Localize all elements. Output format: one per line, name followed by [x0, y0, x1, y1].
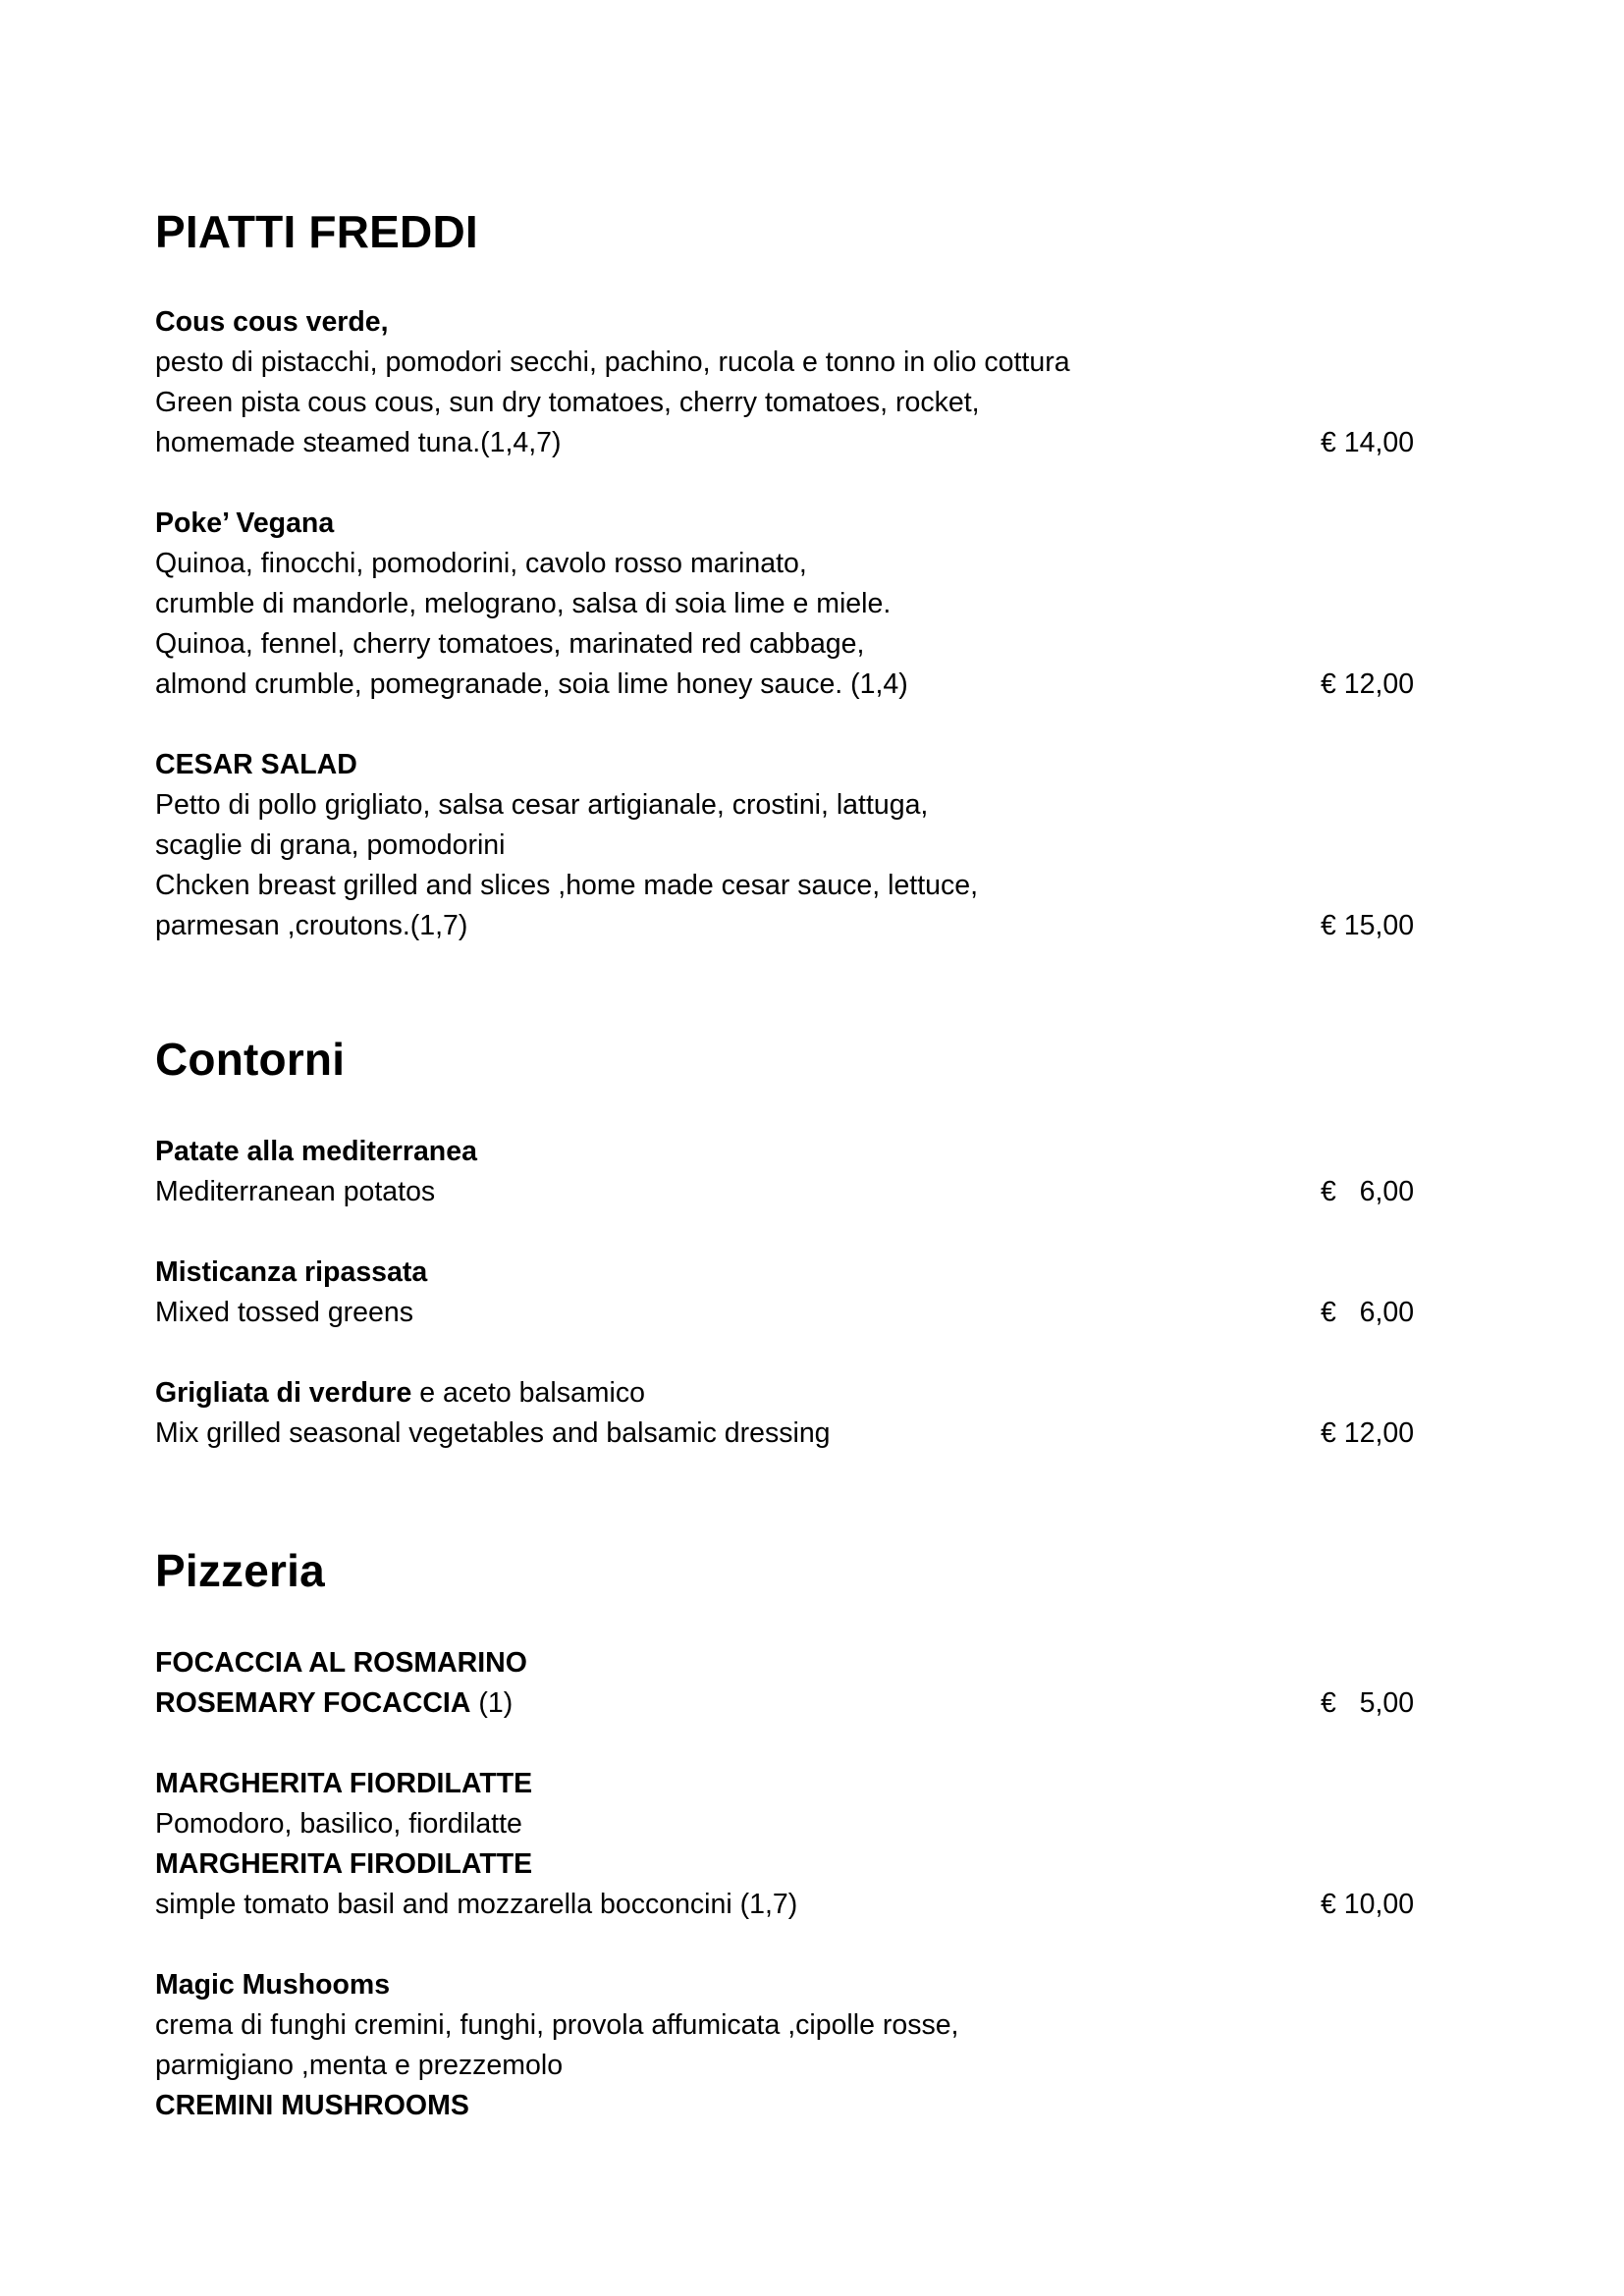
- menu-page: [155, 0, 1432, 2296]
- item-price: € 12,00: [1321, 1417, 1415, 1449]
- item-price: € 15,00: [1321, 910, 1415, 941]
- item-name: Poke’ Vegana: [155, 507, 335, 539]
- menu-item-margherita: [155, 1764, 1432, 1925]
- menu-item-poke-vegana: [155, 504, 1432, 705]
- item-name: CESAR SALAD: [155, 749, 357, 780]
- menu-item-focaccia: FOCACCIA AL ROSMARINO ROSEMARY FOCACCIA (1) € 5,00: [155, 1643, 1432, 1724]
- item-description: simple tomato basil and mozzarella bocconcini (1,7): [155, 1889, 798, 1920]
- item-description: crumble di mandorle, melograno, salsa di soia lime e miele.: [155, 588, 892, 619]
- item-description: parmesan ,croutons.(1,7): [155, 910, 468, 941]
- item-description: homemade steamed tuna.(1,4,7): [155, 427, 562, 458]
- item-description: crema di funghi cremini, funghi, provola affumicata ,cipolle rosse,: [155, 2009, 959, 2041]
- menu-item-cesar-salad: [155, 745, 1432, 946]
- item-description: Chcken breast grilled and slices ,home made cesar sauce, lettuce,: [155, 870, 979, 901]
- item-description: Petto di pollo grigliato, salsa cesar artigianale, crostini, lattuga,: [155, 789, 929, 821]
- item-description: Mixed tossed greens: [155, 1297, 413, 1328]
- item-name: Misticanza ripassata: [155, 1256, 428, 1288]
- item-description: almond crumble, pomegranade, soia lime honey sauce. (1,4): [155, 668, 908, 700]
- item-description: scaglie di grana, pomodorini: [155, 829, 506, 861]
- item-price: € 12,00: [1321, 668, 1415, 700]
- item-price: € 6,00: [1321, 1297, 1415, 1328]
- item-price: € 10,00: [1321, 1889, 1415, 1920]
- item-name: Cous cous verde,: [155, 306, 389, 338]
- item-description: Quinoa, fennel, cherry tomatoes, marinated red cabbage,: [155, 628, 865, 660]
- item-name: Magic Mushooms: [155, 1969, 391, 2001]
- item-price: € 6,00: [1321, 1176, 1415, 1207]
- item-price: € 5,00: [1321, 1687, 1415, 1719]
- menu-item-patate: [155, 1132, 1432, 1212]
- menu-item-cous-cous-verde: [155, 302, 1432, 463]
- item-name: FOCACCIA AL ROSMARINO: [155, 1647, 527, 1679]
- item-description: Mediterranean potatos: [155, 1176, 436, 1207]
- item-name: MARGHERITA FIRODILATTE: [155, 1848, 533, 1880]
- section-title-contorni: Contorni: [155, 1034, 346, 1085]
- item-description: pesto di pistacchi, pomodori secchi, pachino, rucola e tonno in olio cottura: [155, 347, 1070, 378]
- menu-item-grigliata: Grigliata di verdure e aceto balsamico Mix grilled seasonal vegetables and balsamic dressing € 12,00: [155, 1373, 1432, 1454]
- item-name: CREMINI MUSHROOMS: [155, 2090, 469, 2121]
- item-description: Mix grilled seasonal vegetables and balsamic dressing: [155, 1417, 831, 1449]
- menu-item-magic-mushooms: [155, 1965, 1432, 2126]
- item-description: Pomodoro, basilico, fiordilatte: [155, 1808, 522, 1840]
- item-description: Green pista cous cous, sun dry tomatoes, cherry tomatoes, rocket,: [155, 387, 980, 418]
- section-title-piatti-freddi: PIATTI FREDDI: [155, 206, 478, 257]
- item-price: € 14,00: [1321, 427, 1415, 458]
- section-title-pizzeria: Pizzeria: [155, 1545, 325, 1596]
- menu-item-misticanza: [155, 1253, 1432, 1333]
- item-description: Quinoa, finocchi, pomodorini, cavolo rosso marinato,: [155, 548, 807, 579]
- item-description: parmigiano ,menta e prezzemolo: [155, 2050, 564, 2081]
- item-name: Patate alla mediterranea: [155, 1136, 477, 1167]
- item-name: Grigliata di verdure: [155, 1377, 412, 1409]
- item-name: ROSEMARY FOCACCIA: [155, 1687, 471, 1719]
- item-name: MARGHERITA FIORDILATTE: [155, 1768, 533, 1799]
